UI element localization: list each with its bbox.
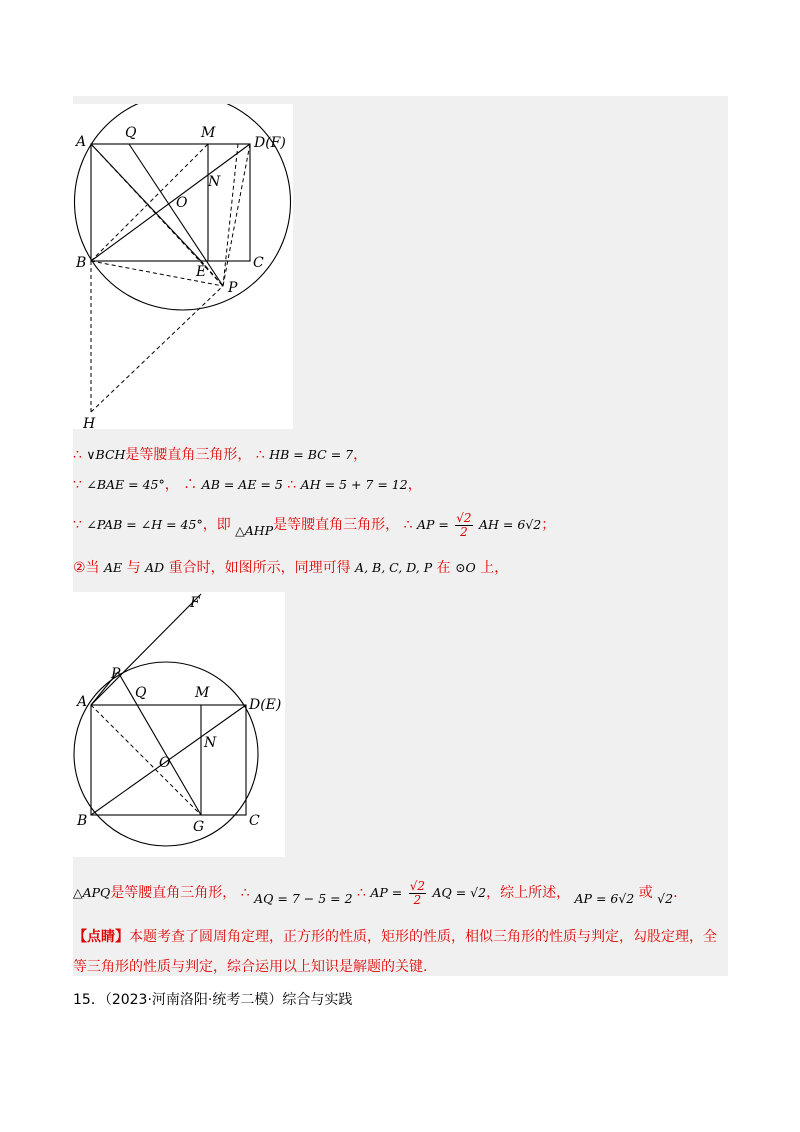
text-or: 或 bbox=[638, 885, 653, 901]
fig2-label-a: A bbox=[77, 694, 88, 710]
fig1-label-a: A bbox=[76, 134, 87, 150]
fig2-label-d: D(E) bbox=[249, 697, 282, 713]
fraction-sqrt2-over-2 bbox=[409, 880, 426, 907]
comma: ， bbox=[353, 447, 368, 463]
comma: ， bbox=[164, 477, 179, 493]
math-aq-result: AQ = √2 bbox=[432, 885, 487, 900]
figure-1-svg bbox=[73, 104, 293, 429]
figure-2-svg bbox=[73, 592, 285, 857]
fraction-numerator: √2 bbox=[409, 878, 425, 893]
math-ah-result: AH = 6√2 bbox=[479, 517, 542, 532]
text-isosceles-right: 是等腰直角三角形， bbox=[110, 885, 237, 901]
fig1-label-d: D(F) bbox=[254, 135, 286, 151]
text-isosceles-right: 是等腰直角三角形， bbox=[273, 517, 400, 533]
next-question-header bbox=[73, 990, 352, 1010]
period: . bbox=[673, 885, 678, 901]
because-symbol: ∵ bbox=[73, 517, 82, 533]
fig1-label-b: B bbox=[76, 255, 87, 271]
math-ah: AH = 5 + 7 = 12 bbox=[300, 477, 408, 492]
fraction-denominator: 2 bbox=[413, 892, 422, 907]
fig2-label-g: G bbox=[193, 819, 205, 835]
therefore-symbol: ∴ bbox=[357, 885, 366, 901]
fraction-numerator: √2 bbox=[456, 510, 472, 525]
math-ap-answer-2: √2 bbox=[657, 891, 674, 906]
text-isosceles-right: 是等腰直角三角形， bbox=[125, 447, 252, 463]
because-symbol: ∵ bbox=[73, 477, 82, 493]
math-points: A, B, C, D, P bbox=[355, 560, 433, 575]
fig2-label-o: O bbox=[159, 755, 171, 771]
math-ap: AP = bbox=[416, 517, 449, 532]
fig1-label-e: E bbox=[196, 264, 207, 280]
fig1-label-o: O bbox=[176, 195, 188, 211]
math-hb-bc: HB = BC = 7 bbox=[269, 447, 354, 462]
question-source: （2023·河南洛阳·统考二模） bbox=[104, 992, 283, 1008]
fig1-label-c: C bbox=[253, 255, 264, 271]
fig1-label-n: N bbox=[208, 174, 221, 190]
fig1-label-m: M bbox=[201, 125, 216, 141]
math-triangle-apq: △APQ bbox=[73, 885, 111, 900]
fig2-label-f: F bbox=[190, 595, 200, 611]
math-triangle-ahp: △AHP bbox=[235, 523, 274, 538]
fig2-label-n: N bbox=[204, 735, 217, 751]
key-point-note bbox=[73, 922, 728, 982]
question-number: 15． bbox=[73, 992, 105, 1008]
therefore-symbol: ∴ bbox=[403, 517, 413, 533]
fig2-label-b: B bbox=[77, 813, 88, 829]
geometry-figure-1 bbox=[73, 104, 293, 429]
comma: ， bbox=[407, 477, 422, 493]
therefore-symbol: ∴ bbox=[287, 477, 297, 493]
therefore-symbol: ∴ bbox=[183, 477, 198, 493]
solution-line-5 bbox=[73, 878, 678, 914]
solution-line-4 bbox=[73, 558, 508, 578]
math-angle-pab: ∠PAB = ∠H = 45° bbox=[86, 517, 203, 532]
fraction-denominator: 2 bbox=[460, 524, 468, 539]
key-point-tag: 【点睛】 bbox=[73, 929, 129, 945]
fig2-label-c: C bbox=[249, 813, 260, 829]
text-and: 与 bbox=[126, 560, 141, 576]
text-case-two: ②当 bbox=[73, 560, 100, 576]
math-ap: AP = bbox=[370, 885, 403, 900]
fig2-label-p: P bbox=[111, 666, 121, 682]
math-ab-ae: AB = AE = 5 bbox=[201, 477, 283, 492]
math-triangle-bch: ∨BCH bbox=[86, 447, 126, 462]
math-aq: AQ = 7 − 5 = 2 bbox=[254, 891, 353, 906]
text-on: 在 bbox=[436, 560, 451, 576]
semicolon: ； bbox=[541, 517, 556, 533]
solution-line-2 bbox=[73, 475, 422, 495]
math-ae: AE bbox=[104, 560, 123, 575]
solution-line-3 bbox=[73, 510, 555, 546]
math-ad: AD bbox=[145, 560, 165, 575]
fig1-label-q: Q bbox=[125, 125, 137, 141]
therefore-symbol: ∴ bbox=[73, 447, 82, 463]
question-title: 综合与实践 bbox=[282, 992, 353, 1008]
math-angle-bae: ∠BAE = 45° bbox=[86, 477, 165, 492]
solution-line-1 bbox=[73, 445, 367, 465]
geometry-figure-2 bbox=[73, 592, 285, 857]
fig2-label-q: Q bbox=[135, 685, 147, 701]
fraction-sqrt2-over-2 bbox=[455, 512, 472, 539]
text-in-summary: ，综上所述， bbox=[486, 885, 571, 901]
therefore-symbol: ∴ bbox=[240, 885, 250, 901]
key-point-text: 本题考查了圆周角定理，正方形的性质，矩形的性质，相似三角形的性质与判定，勾股定理，全等三角形的性质与判定，综合运用以上知识是解题的关键. bbox=[73, 929, 717, 975]
math-circle-o: ⊙O bbox=[455, 560, 476, 575]
therefore-symbol: ∴ bbox=[255, 447, 265, 463]
math-ap-answer-1: AP = 6√2 bbox=[574, 891, 635, 906]
text-namely: ，即 bbox=[202, 517, 231, 533]
text-coincide: 重合时，如图所示，同理可得 bbox=[168, 560, 351, 576]
fig1-label-h: H bbox=[83, 416, 96, 429]
text-above: 上， bbox=[480, 560, 509, 576]
fig1-label-p: P bbox=[228, 280, 238, 296]
fig2-label-m: M bbox=[195, 685, 210, 701]
